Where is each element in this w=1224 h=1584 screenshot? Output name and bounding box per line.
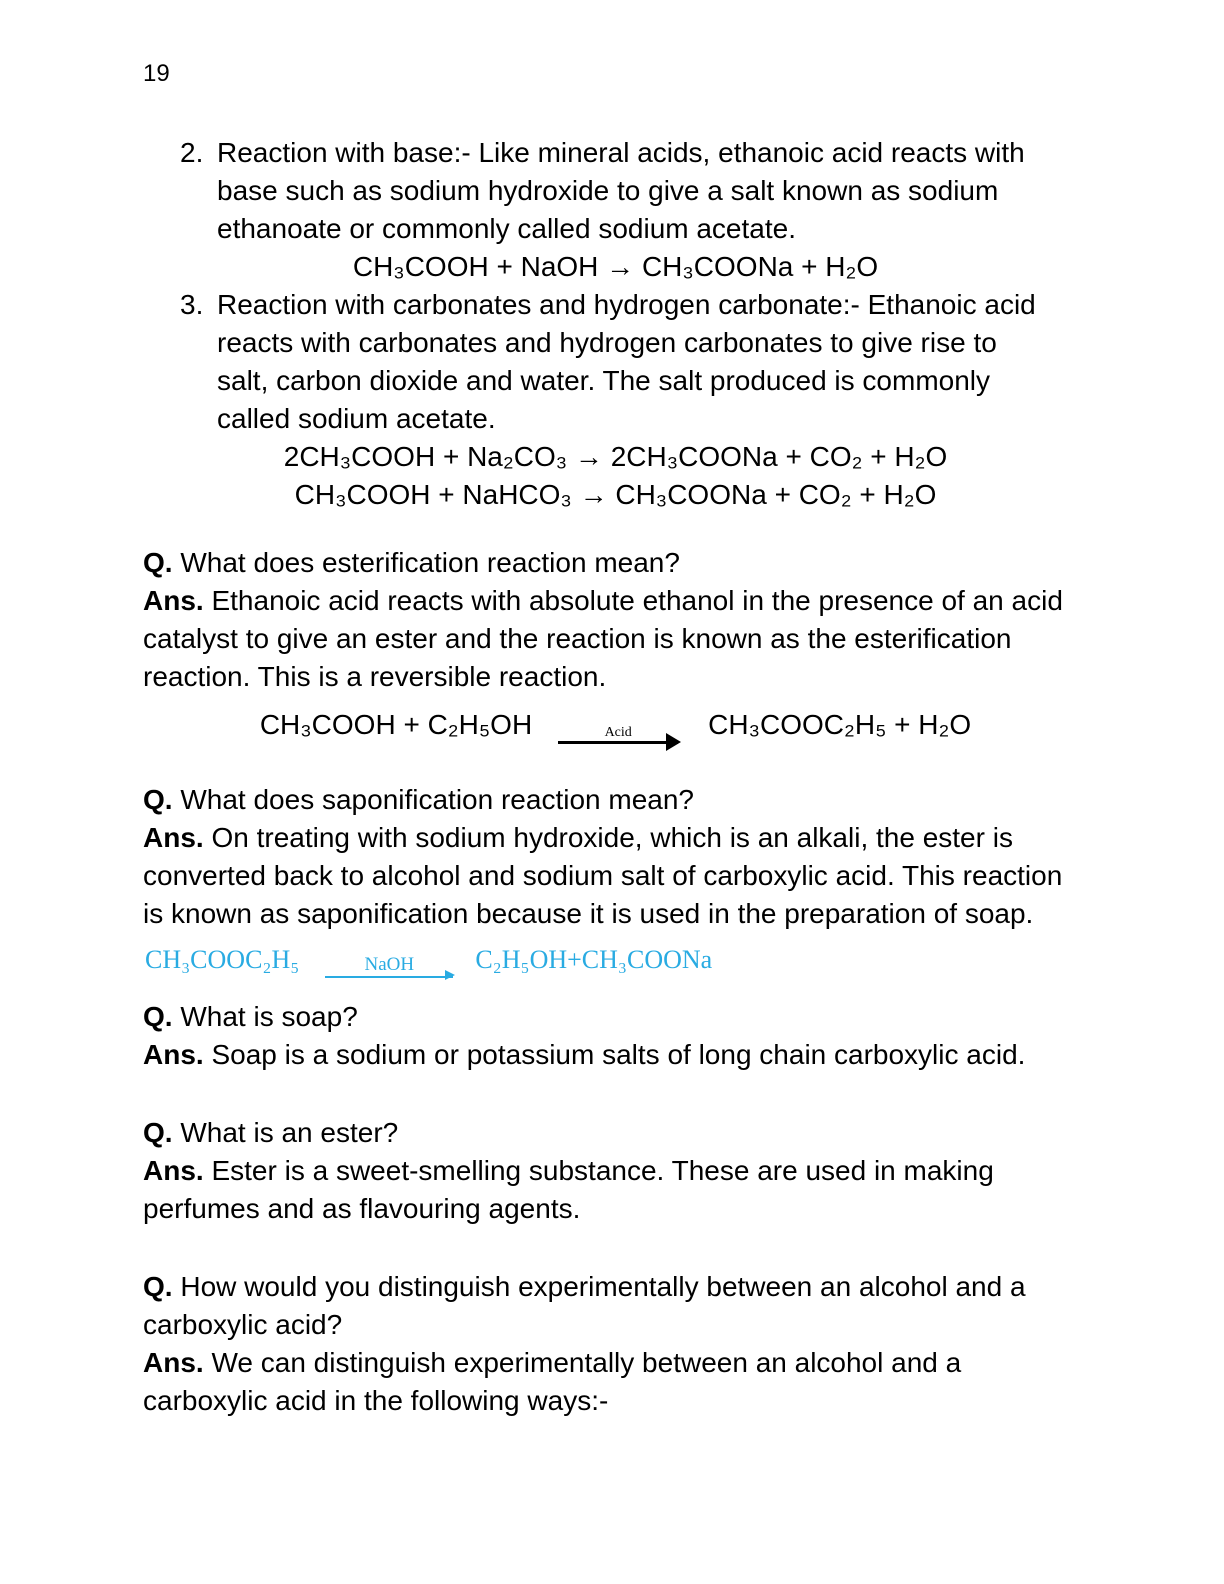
question-label: Q.: [143, 1271, 173, 1302]
list-item-number: 3.: [180, 289, 204, 320]
question-text: How would you distinguish experimentally between an alcohol and a carboxylic acid?: [143, 1271, 1026, 1340]
equation-left: CH₃COOC₂H₅: [145, 945, 300, 974]
answer-label: Ans.: [143, 1347, 204, 1378]
question-line: [143, 998, 1088, 1036]
reaction-arrow-shaft: [558, 741, 678, 744]
answer-paragraph: [143, 1152, 1088, 1228]
question-text: What is soap?: [180, 1001, 358, 1032]
question-text: What is an ester?: [180, 1117, 399, 1148]
answer-text: Ester is a sweet-smelling substance. These are used in making perfumes and as flavouring agents.: [143, 1155, 994, 1224]
chemical-equation-carbonate: 2CH₃COOH + Na₂CO₃ → 2CH₃COONa + CO₂ + H₂O: [283, 441, 948, 472]
qa-ester: [143, 1114, 1144, 1228]
answer-label: Ans.: [143, 585, 204, 616]
chemical-equation-bicarbonate: CH₃COOH + NaHCO₃ → CH₃COONa + CO₂ + H₂O: [294, 479, 937, 510]
qa-distinguish-alcohol-acid: [143, 1268, 1144, 1420]
question-label: Q.: [143, 1001, 173, 1032]
answer-paragraph: [143, 582, 1088, 696]
question-text: What does esterification reaction mean?: [180, 547, 680, 578]
answer-paragraph: [143, 1036, 1088, 1074]
question-line: [143, 544, 1088, 582]
page-number: 19: [143, 60, 170, 87]
reaction-arrow: [558, 725, 678, 751]
list-item-row: [180, 286, 1144, 438]
chemical-equation-saponification: [145, 943, 1144, 986]
question-label: Q.: [143, 1117, 173, 1148]
question-line: [143, 781, 1088, 819]
answer-label: Ans.: [143, 1155, 204, 1186]
qa-soap: [143, 998, 1144, 1074]
answer-paragraph: [143, 1344, 1088, 1420]
question-line: [143, 1114, 1088, 1152]
chemical-equation-naoh: CH₃COOH + NaOH → CH₃COONa + H₂O: [352, 251, 879, 282]
reaction-arrow-label: Acid: [604, 725, 632, 740]
list-item-reaction-with-carbonates: [143, 286, 1144, 514]
equation-right: C₂H₅OH+CH₃COONa: [475, 945, 713, 974]
answer-label: Ans.: [143, 822, 204, 853]
question-label: Q.: [143, 784, 173, 815]
reaction-arrow: [325, 954, 453, 986]
answer-text: Soap is a sodium or potassium salts of long chain carboxylic acid.: [211, 1039, 1026, 1070]
question-label: Q.: [143, 547, 173, 578]
answer-text: On treating with sodium hydroxide, which is an alkali, the ester is converted back to alcohol and sodium salt of carboxylic acid. This reaction is known as saponification because it is used in the preparation of soap.: [143, 822, 1063, 929]
qa-esterification: [143, 544, 1144, 751]
reaction-arrow-label: NaOH: [364, 954, 415, 975]
reaction-arrow-shaft: [325, 976, 453, 978]
qa-saponification: [143, 781, 1144, 986]
equation-left: CH₃COOH + C₂H₅OH: [259, 709, 533, 740]
answer-text: We can distinguish experimentally between an alcohol and a carboxylic acid in the following ways:-: [143, 1347, 962, 1416]
list-item-text: Reaction with base:- Like mineral acids, ethanoic acid reacts with base such as sodium hydroxide to give a salt known as sodium ethanoate or commonly called sodium acetate.: [217, 137, 1025, 244]
list-item-reaction-with-base: [143, 134, 1144, 286]
list-item-number: 2.: [180, 137, 204, 168]
question-line: [143, 1268, 1088, 1344]
answer-paragraph: [143, 819, 1088, 933]
list-item-text: Reaction with carbonates and hydrogen carbonate:- Ethanoic acid reacts with carbonates and hydrogen carbonates to give rise to salt, carbon dioxide and water. The salt produced is commonly called sodium acetate.: [217, 289, 1036, 434]
equation-right: CH₃COOC₂H₅ + H₂O: [708, 709, 972, 740]
answer-text: Ethanoic acid reacts with absolute ethanol in the presence of an acid catalyst to give an ester and the reaction is known as the esterification reaction. This is a reversible reaction.: [143, 585, 1063, 692]
answer-label: Ans.: [143, 1039, 204, 1070]
question-text: What does saponification reaction mean?: [180, 784, 694, 815]
chemical-equation-esterification: [143, 701, 1088, 751]
list-item-row: [180, 134, 1144, 248]
